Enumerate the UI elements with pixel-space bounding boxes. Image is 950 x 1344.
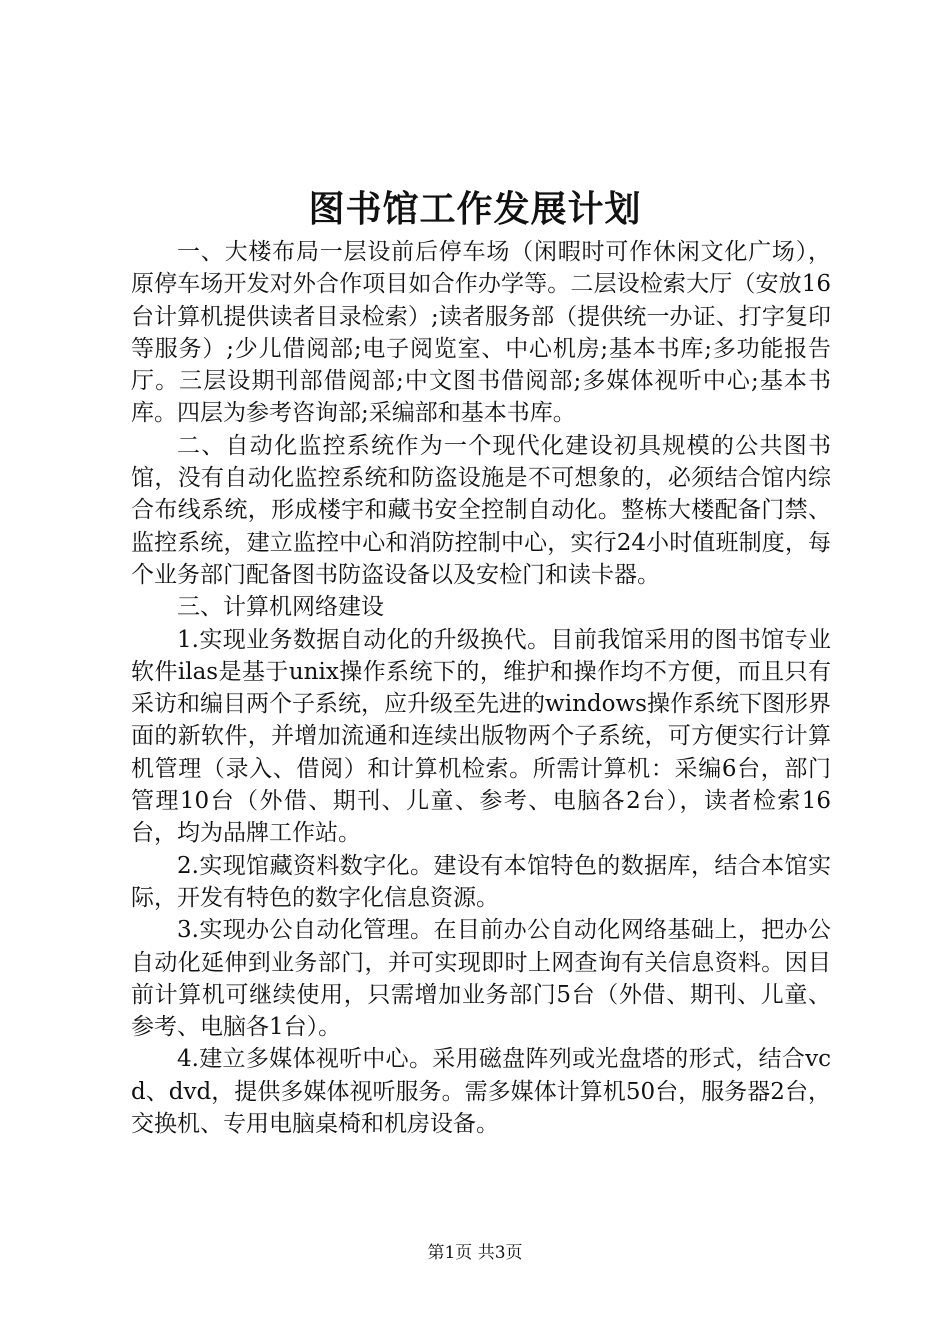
document-body — [131, 236, 831, 1140]
document-title: 图书馆工作发展计划 — [308, 188, 642, 230]
paragraph-building-layout: 一、大楼布局一层设前后停车场（闲暇时可作休闲文化广场），原停车场开发对外合作项目如合作办学等。二层设检索大厅（安放16台计算机提供读者目录检索）;读者服务部（提供统一办证、打字复印等服务）;少儿借阅部;电子阅览室、中心机房;基本书库;多功能报告厅。三层设期刊部借阅部;中文图书借阅部;多媒体视听中心;基本书库。四层为参考咨询部;采编部和基本书库。 — [131, 239, 831, 427]
paragraph-network-heading: 三、计算机网络建设 — [177, 594, 384, 621]
page-number-footer: 第1页 共3页 — [427, 1243, 523, 1263]
paragraph-business-automation: 1.实现业务数据自动化的升级换代。目前我馆采用的图书馆专业软件ilas是基于unix操作系统下的，维护和操作均不方便，而且只有采访和编目两个子系统，应升级至先进的windows操作系统下图形界面的新软件，并增加流通和连续出版物两个子系统，可方便实行计算机管理（录入、借阅）和计算机检索。所需计算机：采编6台，部门管理10台（外借、期刊、儿童、参考、电脑各2台），读者检索16台，均为品牌工作站。 — [131, 626, 831, 847]
paragraph-office-automation: 3.实现办公自动化管理。在目前办公自动化网络基础上，把办公自动化延伸到业务部门，并可实现即时上网查询有关信息资料。因目前计算机可继续使用，只需增加业务部门5台（外借、期刊、儿童、参考、电脑各1台）。 — [131, 917, 831, 1041]
paragraph-multimedia-center: 4.建立多媒体视听中心。采用磁盘阵列或光盘塔的形式，结合vcd、dvd，提供多媒体视听服务。需多媒体计算机50台，服务器2台，交换机、专用电脑桌椅和机房设备。 — [131, 1046, 831, 1138]
paragraph-monitoring-system: 二、自动化监控系统作为一个现代化建设初具规模的公共图书馆，没有自动化监控系统和防盗设施是不可想象的，必须结合馆内综合布线系统，形成楼宇和藏书安全控制自动化。整栋大楼配备门禁、监控系统，建立监控中心和消防控制中心，实行24小时值班制度，每个业务部门配备图书防盗设备以及安检门和读卡器。 — [131, 432, 831, 588]
paragraph-digitization: 2.实现馆藏资料数字化。建设有本馆特色的数据库，结合本馆实际，开发有特色的数字化信息资源。 — [131, 852, 831, 911]
